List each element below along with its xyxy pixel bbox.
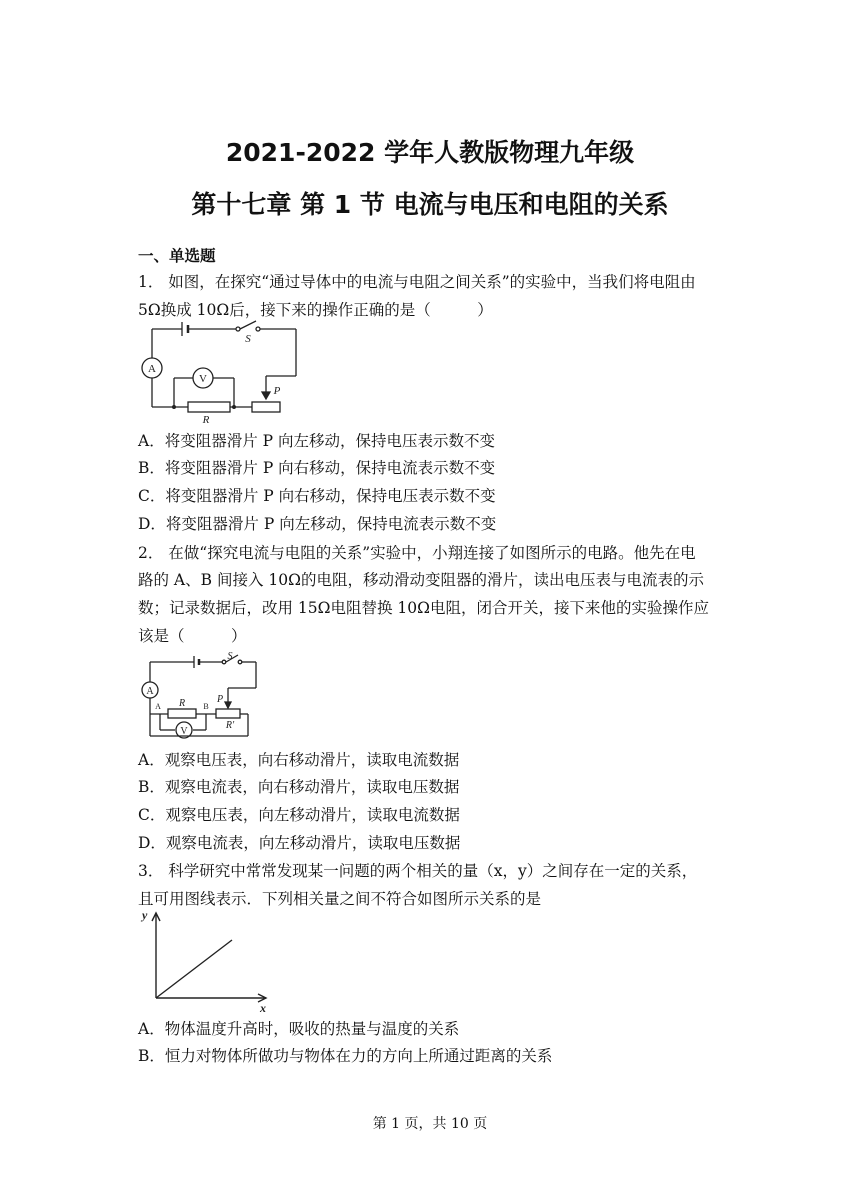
q3-text-line-1: 3． 科学研究中常常发现某一问题的两个相关的量（x，y）之间存在一定的关系， — [138, 862, 698, 880]
q2-text-line-1: 2． 在做“探究电流与电阻的关系”实验中，小翔连接了如图所示的电路。他先在电 — [138, 544, 696, 562]
q3-option-b: B．恒力对物体所做功与物体在力的方向上所通过距离的关系 — [138, 1047, 553, 1065]
q2-text-line-2: 路的 A、B 间接入 10Ω的电阻，移动滑动变阻器的滑片，读出电压表与电流表的示 — [138, 571, 704, 589]
q1-text-line-2: 5Ω换成 10Ω后，接下来的操作正确的是（ ） — [138, 301, 493, 319]
q1-resistor-label: R — [202, 414, 210, 426]
section-heading: 一、单选题 — [138, 247, 216, 265]
q1-slider-label: P — [273, 385, 281, 397]
q3-x-axis-label: x — [260, 1001, 266, 1014]
q1-switch-label: S — [245, 333, 251, 345]
q2-rheostat-label: R' — [225, 720, 235, 731]
q1-option-c: C．将变阻器滑片 P 向右移动，保持电压表示数不变 — [138, 487, 496, 505]
q1-circuit-diagram — [138, 320, 308, 426]
q2-circuit-diagram — [138, 648, 266, 744]
page-footer: 第 1 页，共 10 页 — [372, 1116, 488, 1132]
q2-voltmeter-label: V — [180, 726, 188, 737]
title-line-1: 2021-2022 学年人教版物理九年级 — [225, 138, 635, 167]
q1-text-line-1: 1． 如图，在探究“通过导体中的电流与电阻之间关系”的实验中，当我们将电阻由 — [138, 273, 696, 291]
q1-voltmeter-label: V — [199, 373, 207, 385]
q1-option-a: A．将变阻器滑片 P 向左移动，保持电压表示数不变 — [138, 432, 495, 450]
q1-ammeter-label: A — [148, 363, 156, 375]
q3-line-graph — [138, 906, 274, 1014]
q2-text-line-3: 数；记录数据后，改用 15Ω电阻替换 10Ω电阻，闭合开关，接下来他的实验操作应 — [138, 599, 710, 617]
q2-option-d: D．观察电流表，向左移动滑片，读取电压数据 — [138, 834, 461, 852]
q2-option-b: B．观察电流表，向右移动滑片，读取电压数据 — [138, 778, 460, 796]
q2-text-line-4: 该是（ ） — [138, 627, 247, 645]
q2-option-a: A．观察电压表，向右移动滑片，读取电流数据 — [138, 751, 460, 769]
q2-resistor-label: R — [178, 698, 186, 709]
q1-option-b: B．将变阻器滑片 P 向右移动，保持电流表示数不变 — [138, 459, 496, 477]
q2-slider-label: P — [216, 694, 224, 705]
q1-option-d: D．将变阻器滑片 P 向左移动，保持电流表示数不变 — [138, 515, 497, 533]
q2-switch-label: S — [227, 651, 233, 662]
q3-option-a: A．物体温度升高时，吸收的热量与温度的关系 — [138, 1020, 460, 1038]
q2-node-b-label: B — [203, 702, 209, 711]
q2-option-c: C．观察电压表，向左移动滑片，读取电流数据 — [138, 806, 460, 824]
q3-text-line-2: 且可用图线表示．下列相关量之间不符合如图所示关系的是 — [138, 890, 542, 908]
title-line-2: 第十七章 第 1 节 电流与电压和电阻的关系 — [191, 190, 669, 219]
q2-ammeter-label: A — [146, 686, 154, 697]
q3-y-axis-label: y — [142, 908, 148, 922]
q3-proportional-line — [156, 940, 232, 998]
q2-node-a-label: A — [155, 702, 161, 711]
